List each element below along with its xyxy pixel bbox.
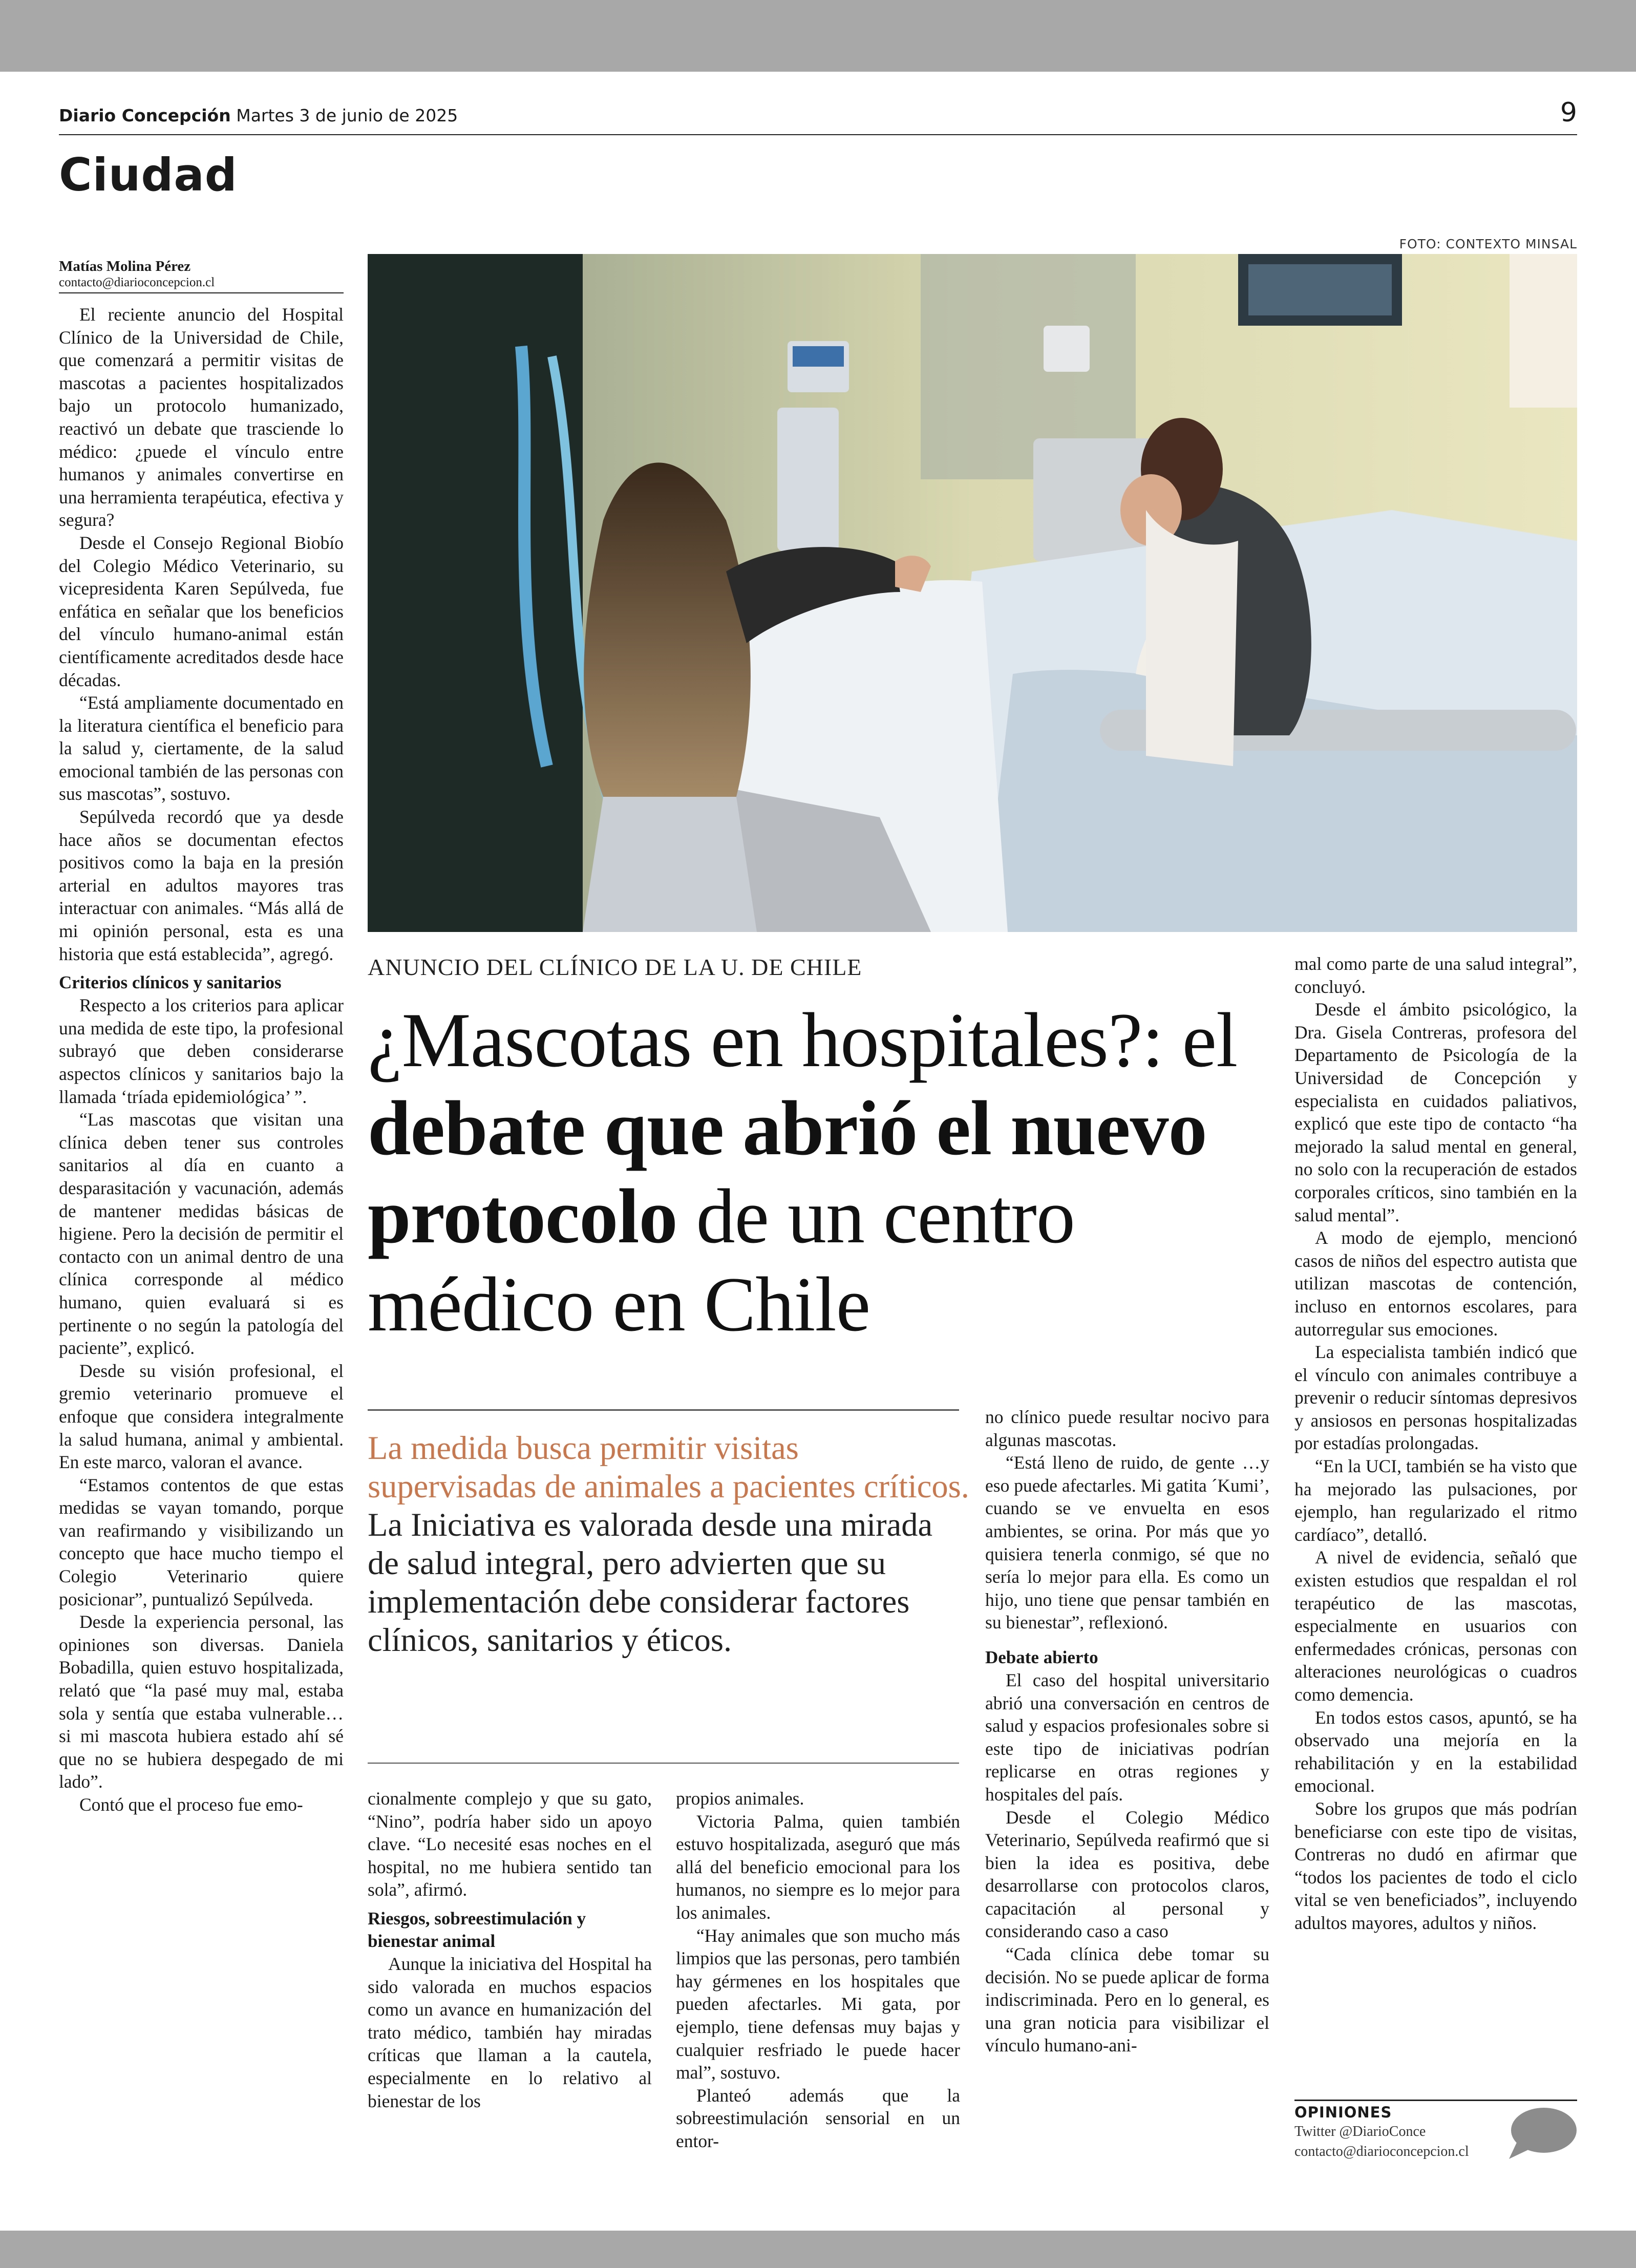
photo-credit: FOTO: CONTEXTO MINSAL bbox=[1399, 237, 1577, 251]
body-column-2 bbox=[368, 1787, 652, 2112]
paragraph: “Estamos contentos de que estas medidas se vayan tomando, porque van reafirmando y visibilizando un concepto que hace mucho tiempo el Colegio Veterinario quiere posicionar”, puntualizó Sepúlveda. bbox=[59, 1474, 344, 1609]
twitter-handle: Twitter @DiarioConce bbox=[1294, 2124, 1426, 2139]
paragraph: “Las mascotas que visitan una clínica deben tener sus controles sanitarios al día en cuanto a desparasitación y vacunación, además de mantener medidas básicas de higiene. Pero la decisión de permitir el contacto con un animal dentro de una clínica corresponde al médico humano, quien evaluará si es pertinente o no según la patología del paciente”, explicó. bbox=[59, 1109, 344, 1359]
paragraph: no clínico puede resultar nocivo para algunas mascotas. bbox=[985, 1407, 1269, 1450]
paragraph: En todos estos casos, apuntó, se ha observado una mejoría en la rehabilitación y en la estabilidad emocional. bbox=[1294, 1707, 1577, 1796]
hospital-scene-illustration bbox=[368, 254, 1577, 932]
opiniones-label: OPINIONES bbox=[1294, 2104, 1392, 2121]
page-number: 9 bbox=[1560, 97, 1577, 128]
lead-accent: La medida busca permitir visitas supervisadas de animales a pacientes críticos. bbox=[368, 1430, 969, 1504]
paragraph: La especialista también indicó que el vínculo con animales contribuye a prevenir o reducir síntomas depresivos y ansiosos en personas hospitalizadas por estadías prolongadas. bbox=[1294, 1342, 1577, 1454]
paragraph: “En la UCI, también se ha visto que ha mejorado las pulsaciones, por ejemplo, han regularizado el ritmo cardíaco”, detalló. bbox=[1294, 1456, 1577, 1545]
speech-bubble-icon bbox=[1507, 2106, 1577, 2162]
byline-rule bbox=[59, 292, 344, 293]
paragraph: Sepúlveda recordó que ya desde hace años se documentan efectos positivos como la baja en la presión arterial en adultos mayores tras interactuar con animales. “Más allá de mi opinión personal, esta es una historia que está establecida”, agregó. bbox=[59, 807, 344, 964]
article-kicker: ANUNCIO DEL CLÍNICO DE LA U. DE CHILE bbox=[368, 954, 862, 980]
paragraph: Aunque la iniciativa del Hospital ha sido valorada en muchos espacios como un avance en humanización del trato médico, también hay miradas críticas que llaman a la cautela, especialmente en lo relativo al bienestar de los bbox=[368, 1953, 652, 2111]
body-column-4 bbox=[985, 1406, 1269, 2057]
paragraph: cionalmente complejo y que su gato, “Nino”, podría haber sido un apoyo clave. “Lo necesité esas noches en el hospital, no me hubiera sentido tan sola”, afirmó. bbox=[368, 1788, 652, 1900]
lead-rule bbox=[368, 1409, 959, 1411]
body-column-3 bbox=[676, 1787, 960, 2153]
paragraph: Sobre los grupos que más podrían beneficiarse con este tipo de visitas, Contreras no dudó en afirmar que “todos los pacientes de todo el ciclo vital se ven beneficiados”, incluyendo adultos mayores, adultos y niños. bbox=[1294, 1798, 1577, 1933]
headline-bold: debate que abrió el nuevo protocolo bbox=[368, 1085, 1207, 1259]
paragraph: Desde su visión profesional, el gremio veterinario promueve el enfoque que considera integralmente la salud humana, animal y ambiental. En este marco, valoran el avance. bbox=[59, 1360, 344, 1473]
article-photo bbox=[368, 254, 1577, 932]
top-gray-band bbox=[0, 0, 1636, 72]
byline bbox=[59, 258, 344, 293]
paragraph: A nivel de evidencia, señaló que existen estudios que respaldan el rol terapéutico de las mascotas, especialmente en usuarios con enfermedades crónicas, personas con alteraciones neurológicas o cuadros como demencia. bbox=[1294, 1547, 1577, 1705]
paragraph: Planteó además que la sobreestimulación sensorial en un entor- bbox=[676, 2085, 960, 2151]
paragraph: mal como parte de una salud integral”, concluyó. bbox=[1294, 953, 1577, 997]
newspaper-name: Diario Concepción bbox=[59, 105, 231, 125]
paragraph: A modo de ejemplo, mencionó casos de niños del espectro autista que utilizan mascotas de contención, incluso en entornos escolares, para autorregular sus emociones. bbox=[1294, 1227, 1577, 1340]
author-name: Matías Molina Pérez bbox=[59, 258, 191, 274]
article-headline bbox=[368, 996, 1269, 1348]
headline-part-2: de un centro médico en Chile bbox=[368, 1173, 1075, 1347]
paragraph: Respecto a los criterios para aplicar una medida de este tipo, la profesional subrayó que deben considerarse aspectos clínicos y sanitarios bajo la llamada ‘tríada epidemiológica’ ”. bbox=[59, 995, 344, 1107]
body-rule bbox=[368, 1763, 959, 1764]
bottom-gray-band bbox=[0, 2231, 1636, 2268]
issue-date: Martes 3 de junio de 2025 bbox=[236, 105, 458, 125]
paragraph: El reciente anuncio del Hospital Clínico de la Universidad de Chile, que comenzará a permitir visitas de mascotas a pacientes hospitalizados bajo un protocolo humanizado, reactivó un debate que trasciende lo médico: ¿puede el vínculo entre humanos y animales convertirse en una herramienta terapéutica, efectiva y segura? bbox=[59, 304, 344, 531]
lead-rest: La Iniciativa es valorada desde una mirada de salud integral, pero advierten que su implementación debe considerar factores clínicos, sanitarios y éticos. bbox=[368, 1507, 933, 1658]
paragraph: Desde el Consejo Regional Biobío del Colegio Médico Veterinario, su vicepresidenta Karen Sepúlveda, fue enfática en señalar que los beneficios del vínculo humano-animal están científicamente acreditados desde hace décadas. bbox=[59, 532, 344, 690]
body-column-1 bbox=[59, 303, 344, 1816]
author-email: contacto@diarioconcepcion.cl bbox=[59, 275, 215, 289]
article-lead bbox=[368, 1429, 969, 1659]
opiniones-rule bbox=[1294, 2100, 1577, 2101]
paragraph: Desde el Colegio Médico Veterinario, Sepúlveda reafirmó que si bien la idea es positiva, debe desarrollarse con protocolos claros, capacitación al personal y considerando caso a caso bbox=[985, 1807, 1269, 1942]
section-title: Ciudad bbox=[59, 149, 238, 201]
paragraph: Victoria Palma, quien también estuvo hospitalizada, aseguró que más allá del beneficio emocional para los humanos, no siempre es lo mejor para los animales. bbox=[676, 1811, 960, 1923]
body-column-5 bbox=[1294, 952, 1577, 1935]
masthead-line bbox=[59, 105, 458, 125]
paragraph: Contó que el proceso fue emo- bbox=[79, 1794, 303, 1815]
contact-email: contacto@diarioconcepcion.cl bbox=[1294, 2144, 1469, 2159]
paragraph: “Está ampliamente documentado en la literatura científica el beneficio para la salud y, ciertamente, de la salud emocional también de las personas con sus mascotas”, sostuvo. bbox=[59, 692, 344, 804]
paragraph: “Hay animales que son mucho más limpios que las personas, pero también hay gérmenes en los hospitales que pueden afectarles. Mi gata, por ejemplo, tiene defensas muy bajas y cualquier resfriado le puede hacer mal”, sostuvo. bbox=[676, 1925, 960, 2083]
paragraph: El caso del hospital universitario abrió una conversación en centros de salud y espacios profesionales sobre si este tipo de iniciativas podrían replicarse en otras regiones y hospitales del país. bbox=[985, 1669, 1269, 1805]
paragraph: Desde el ámbito psicológico, la Dra. Gisela Contreras, profesora del Departamento de Psicología de la Universidad de Concepción y especialista en cuidados paliativos, explicó que este tipo de contacto “ha mejorado la salud mental en general, no solo con la recuperación de estados corporales críticos, sino también en la salud mental”. bbox=[1294, 999, 1577, 1225]
headline-part-1: ¿Mascotas en hospitales?: el bbox=[368, 997, 1238, 1083]
paragraph: propios animales. bbox=[676, 1788, 804, 1809]
subhead-debate: Debate abierto bbox=[985, 1647, 1098, 1667]
paragraph: “Está lleno de ruido, de gente …y eso puede afectarles. Mi gatita ´Kumi’, cuando se ve envuelta en esos ambientes, se orina. Por más que yo quisiera tenerla conmigo, sé que no sería lo mejor para ella. Es como un hijo, uno tiene que pensar también en su bienestar”, reflexionó. bbox=[985, 1452, 1269, 1633]
subhead-criterios: Criterios clínicos y sanitarios bbox=[59, 972, 282, 993]
header-rule bbox=[59, 134, 1577, 135]
subhead-riesgos: Riesgos, sobreestimulación y bienestar animal bbox=[368, 1908, 586, 1951]
paragraph: “Cada clínica debe tomar su decisión. No se puede aplicar de forma indiscriminada. Pero en lo general, es una gran noticia para visibilizar el vínculo humano-ani- bbox=[985, 1944, 1269, 2056]
paragraph: Desde la experiencia personal, las opiniones son diversas. Daniela Bobadilla, quien estuvo hospitalizada, relató que “la pasé muy mal, estaba sola y sentía que estaba vulnerable… si mi mascota hubiera estado ahí sé que no se hubiera despegado de mi lado”. bbox=[59, 1612, 344, 1792]
